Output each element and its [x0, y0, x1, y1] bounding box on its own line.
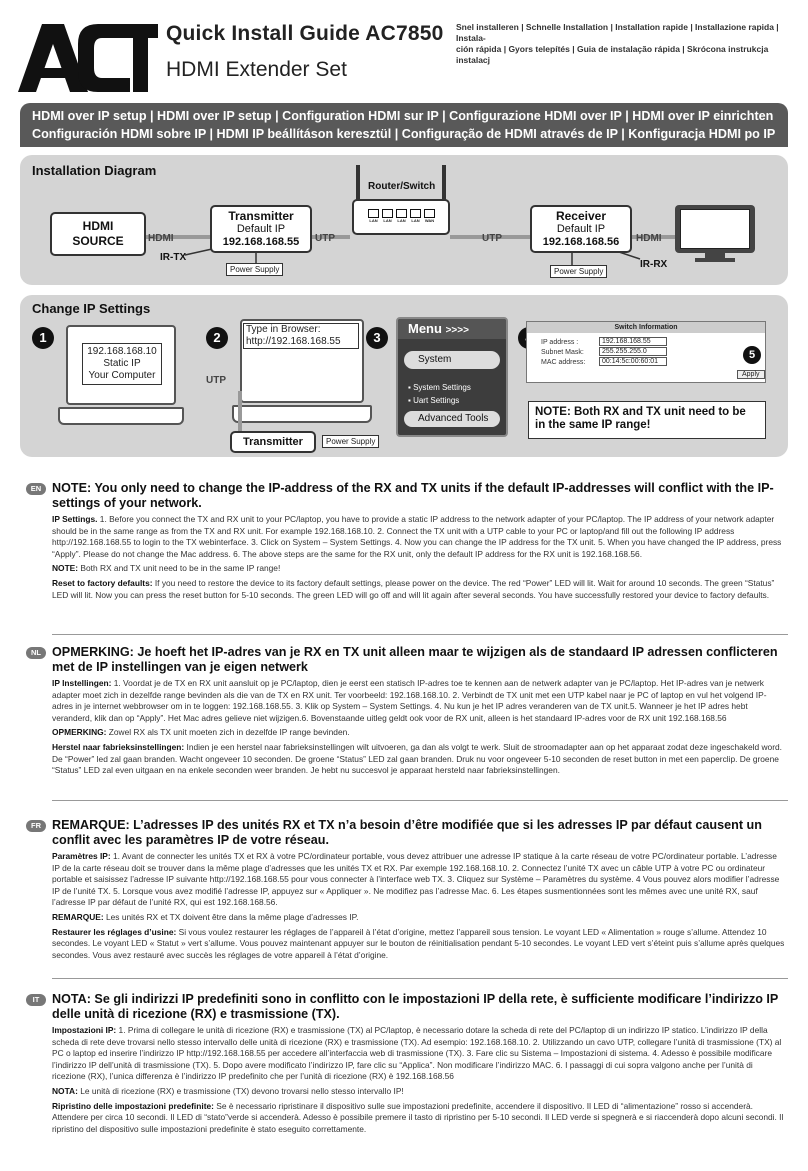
paragraph-text: Si vous voulez restaurer les réglages de l’appareil à l’état d’origine, mettez l’appareil sous tension. Le voyant LED « Alimentation » rouge s’allume. Attendez 10 secondes. Le voyant LED « Statut » vert s’allume. Vous pouvez maintenant appuyer sur le bouton de réinitialisation pendant 5-10 secondes. Le voyant LED vert s’éteint puis s’allume après quelques secondes. Vous avez restauré avec succès les réglages de votre appareil à l’état d’origine.: [52, 926, 785, 960]
act-logo: [18, 22, 158, 92]
same-ip-range-note: NOTE: Both RX and TX unit need to be in the same IP range!: [528, 401, 766, 439]
header: [0, 0, 808, 100]
utp-cable-label: UTP: [482, 233, 502, 244]
menu-item[interactable]: ▪ System Settings: [408, 383, 471, 392]
section-paragraph: [52, 727, 786, 739]
mac-address-field[interactable]: 00:14:5c:00:60:01: [599, 357, 667, 366]
section-en: [26, 481, 786, 601]
router-switch: [352, 165, 450, 235]
paragraph-text: 1. Voordat je de TX en RX unit aansluit op je PC/laptop, dien je eerst een statisch IP-adres toe te kennen aan de netwerk adapter van je PC/laptop. Het IP-adres van je netwerk adapter moet zich in dezelfde range bevinden als die van de TX en RX unit. Ter voorbeeld: 192.168.168.10. 2. Verbindt de TX unit met een UTP kabel naar je PC of laptop en vul het volgend IP-adres in je internet webbrowser om in te loggen: 192.168.168.55. 3. Klik op System – System Settings. 4. Nu kun je het IP adres veranderen van de TX unit.5. Wanneer je het IP adres hebt veranderd, klik dan op “Apply”. Het Mac adres gelieve niet wijzigen.6. Bovenstaande uitleg geldt ook voor de RX unit, alleen is het standaard IP-adres voor de RX unit 192.168.168.56: [52, 678, 767, 723]
utp-cable-label: UTP: [315, 233, 335, 244]
mask-label: Subnet Mask:: [541, 349, 584, 356]
banner-line: HDMI over IP setup | HDMI over IP setup | Configuration HDMI sur IP | Configurazione HDMI over IP | HDMI over IP einrichten: [32, 109, 774, 123]
paragraph-text: 1. Avant de connecter les unités TX et RX à votre PC/ordinateur portable, vous devez attribuer une adresse IP statique à la carte réseau de votre PC/ordinateur portable. L’adresse IP de la carte réseau doit se trouver dans la même plage d’adresses que les unités TX et RX. Par exemple 192.168.168.10. 2. Connectez l’unité TX avec un câble UTP à votre PC ou ordinateur portable et saisissez l’adresse IP suivante http://192.168.168.55 pour vous connecter à l’interface web TX. 3. Cliquez sur Système – Paramètres du système. 4 Vous pouvez alors modifier l’adresse IP de l’unité TX. 5. Lorsque vous avez modifié l’adresse IP, appuyez sur « Appliquer ». Ne modifiez pas l’adresse Mac. 6. Les étapes susmentionnées sont les mêmes avec une unité RX, sauf l’adresse IP par défaut de l’unité RX, qui est 192.168.168.56.: [52, 851, 780, 908]
port-label: LAN: [369, 218, 378, 223]
section-paragraph: [52, 742, 786, 777]
lang-badge: NL: [26, 647, 46, 659]
utp-label: UTP: [206, 375, 226, 386]
section-heading: OPMERKING: Je hoeft het IP-adres van je RX en TX unit alleen maar te wijzigen als de standaard IP adressen conflicteren met de IP instellingen van je eigen netwerk: [52, 645, 778, 674]
menu-item-label: Uart Settings: [413, 396, 460, 405]
paragraph-text: 1. Prima di collegare le unità di ricezione (RX) e trasmissione (TX) al PC/laptop, è necessario dotare la scheda di rete del PC/laptop di un indirizzo IP statico. L’indirizzo IP della scheda di rete deve trovarsi nello stesso intervallo delle unità di ricezione (RX) e trasmissione (TX). Ad esempio: 192.168.168.10. 2. Utilizzando un cavo UTP, collegare l’unità di trasmissione (TX) al PC o laptop ed inserire l’indirizzo IP http://192.168.168.55 per accedere all’interfaccia web di trasmissione (TX). 3. Fare clic su Sistema – Impostazioni di sistema. 4. Adesso è possibile modificare l’indirizzo IP dell’unità di trasmissione (TX). 5. Dopo avere modificato l’indirizzo IP, fare clic su “Applica”. Non modificare l’indirizzo MAC. 6. I passaggi di cui sopra valgono anche per l’unità di ricezione (RX), l’unica differenza è l’indirizzo IP predefinito che per l’unità di ricezione (RX) è 192.168.168.56: [52, 1025, 782, 1082]
router-port: [368, 209, 379, 223]
paragraph-lead: REMARQUE:: [52, 911, 104, 922]
section-fr: [26, 818, 786, 961]
section-divider: [52, 978, 788, 979]
apply-button[interactable]: Apply: [737, 370, 765, 379]
router-ports: [368, 209, 435, 223]
menu-title: Menu: [408, 321, 442, 336]
section-paragraph: [52, 514, 786, 560]
paragraph-lead: Impostazioni IP:: [52, 1025, 117, 1035]
static-ip-label: Static IP: [103, 358, 141, 369]
section-paragraph: [52, 1086, 786, 1098]
paragraph-text: Les unités RX et TX doivent être dans la même plage d’adresses IP.: [103, 911, 359, 922]
transmitter-box: [210, 205, 312, 253]
paragraph-lead: Reset to factory defaults:: [52, 577, 153, 588]
laptop-icon: [66, 325, 176, 425]
port-label: LAN: [411, 218, 420, 223]
lang-badge: FR: [26, 820, 46, 832]
source-label: HDMI: [82, 219, 114, 233]
mac-label: MAC address:: [541, 359, 586, 366]
lang-badge: EN: [26, 483, 46, 495]
paragraph-lead: NOTA:: [52, 1085, 78, 1096]
hdmi-cable-label: HDMI: [636, 233, 662, 244]
paragraph-lead: IP Instellingen:: [52, 678, 112, 688]
port-label: WAN: [424, 218, 435, 223]
paragraph-text: Le unità di ricezione (RX) e trasmissione (TX) devono trovarsi nello stesso intervallo IP!: [77, 1085, 404, 1096]
utp-cable: [196, 387, 256, 437]
port-label: LAN: [383, 218, 392, 223]
paragraph-lead: IP Settings.: [52, 514, 98, 524]
transmitter-box: Transmitter: [230, 431, 316, 453]
router-label: Router/Switch: [368, 181, 436, 192]
source-label: SOURCE: [72, 234, 124, 248]
section-heading: REMARQUE: L’adresses IP des unités RX et TX n’a besoin d’être modifiée que si les adresses IP par défaut causent un conflit avec les paramètres IP de votre réseau.: [52, 818, 762, 847]
languages-line: ción rápida | Gyors telepítés | Guia de instalação rápida | Skrócona instrukcja instalacj: [456, 44, 769, 65]
router-port: [382, 209, 393, 223]
step-number: 2: [206, 327, 228, 349]
menu-item-label: System Settings: [413, 383, 471, 392]
receiver-box: [530, 205, 632, 253]
change-ip-title: Change IP Settings: [32, 301, 151, 316]
paragraph-lead: Paramètres IP:: [52, 851, 111, 861]
menu-advanced-button[interactable]: Advanced Tools: [404, 411, 500, 427]
browser-instruction: Type in Browser:: [246, 324, 321, 335]
setup-banner: [20, 103, 788, 147]
paragraph-text: Zowel RX als TX unit moeten zich in dezelfde IP range bevinden.: [106, 727, 350, 738]
receiver-label: Receiver: [555, 209, 607, 223]
switch-info-labels: [541, 338, 585, 368]
web-menu: [396, 317, 508, 437]
banner-line: Configuración HDMI sobre IP | HDMI IP beállításon keresztül | Configuração de HDMI através de IP | Konfiguracja HDMI po IP: [32, 127, 776, 141]
router-port: [410, 209, 421, 223]
switch-info-window: [526, 321, 766, 383]
receiver-ip: 192.168.168.56: [542, 236, 620, 248]
browser-url: http://192.168.168.55: [246, 336, 341, 347]
paragraph-text: If you need to restore the device to its factory default settings, please power on the device. The red “Power” LED will lit. Wait for around 10 seconds. The green “Status” LED will lit. Now you can press the reset button for 5-10 seconds. The green LED will go off and will lit again after several seconds. You have successfully restored your device to factory defaults.: [52, 577, 775, 600]
menu-item[interactable]: ▪ Uart Settings: [408, 396, 460, 405]
paragraph-lead: Restaurer les réglages d’usine:: [52, 926, 177, 937]
section-heading: NOTA: Se gli indirizzi IP predefiniti sono in conflitto con le impostazioni IP della rete, è sufficiente modificare l’indirizzo IP delle unità di ricezione (RX) e trasmissione (TX).: [52, 992, 779, 1021]
router-port: [424, 209, 435, 223]
section-divider: [52, 634, 788, 635]
paragraph-text: Se è necessario ripristinare il dispositivo sulle sue impostazioni predefinite, accendere il dispositivo. Il LED di “alimentazione” rosso si accenderà. Attendere per circa 10 secondi. Il LED di “stato”verde si accenderà. Adesso è possibile premere il tasto di ripristino per 5-10 secondi. Il LED verde si spegnerà e si riaccenderà dopo alcuni secondi. Il ripristino del dispositivo sulle impostazioni predefinite è stato eseguito correttamente.: [52, 1100, 784, 1134]
step-number: 1: [32, 327, 54, 349]
ir-tx-label: IR-TX: [160, 252, 187, 263]
transmitter-ip: 192.168.168.55: [222, 236, 300, 248]
section-divider: [52, 800, 788, 801]
chevrons-icon: >>>>: [445, 325, 469, 336]
paragraph-lead: Herstel naar fabrieksinstellingen:: [52, 741, 185, 752]
step-number: 5: [743, 346, 761, 364]
section-paragraph: [52, 563, 786, 575]
static-ip-value: 192.168.168.10: [87, 346, 157, 357]
step-number: 3: [366, 327, 388, 349]
section-nl: [26, 645, 786, 777]
switch-info-values: [599, 337, 667, 366]
hdmi-source-box: [50, 212, 146, 256]
subnet-mask-field[interactable]: 255.255.255.0: [599, 347, 667, 356]
installation-diagram: [20, 155, 788, 285]
section-paragraph: [52, 678, 786, 724]
power-supply-label: Power Supply: [550, 265, 607, 278]
ip-address-field[interactable]: 192.168.168.55: [599, 337, 667, 346]
paragraph-text: Both RX and TX unit need to be in the same IP range!: [78, 563, 281, 574]
port-label: LAN: [397, 218, 406, 223]
languages-line: Snel installeren | Schnelle Installation | Installation rapide | Installazione rapida | Instala-: [456, 22, 779, 43]
section-paragraph: [52, 1101, 786, 1136]
section-paragraph: [52, 927, 786, 962]
menu-system-button[interactable]: System: [404, 351, 500, 369]
tv-icon: [675, 205, 755, 263]
section-paragraph: [52, 1025, 786, 1083]
browser-address-bar: [243, 323, 359, 349]
power-supply-label: Power Supply: [322, 435, 379, 448]
menu-header: [398, 319, 506, 339]
transmitter-label: Transmitter: [228, 209, 294, 223]
guide-title: Quick Install Guide AC7850: [166, 22, 444, 45]
laptop-screen: [82, 343, 162, 385]
computer-label: Your Computer: [88, 370, 156, 381]
paragraph-text: 1. Before you connect the TX and RX unit to your PC/laptop, you have to provide a static IP address to the network adapter of your PC/laptop. The IP address of your network adapter should be in the same range as from the TX and RX unit. For example 192.168.168.10. 2. Connect the TX unit with a UTP cable to your PC or laptop/and fill out the following IP address http://192.168.168.55 to login to the TX webinterface. 3. Click on System – System Settings. 4. Now you can change the IP address for the TX unit. 5. When you have changed the IP address, press “Apply”. Please do not change the Mac address. 6. The above steps are the same for the RX unit, only the default IP address for the RX unit is 192.168.168.56.: [52, 514, 782, 559]
laptop-icon: [240, 319, 364, 423]
router-body: [352, 199, 450, 235]
hdmi-cable-label: HDMI: [148, 233, 174, 244]
languages-list: [456, 22, 801, 66]
power-supply-label: Power Supply: [226, 263, 283, 276]
ip-label: IP address :: [541, 339, 579, 346]
section-paragraph: [52, 851, 786, 909]
default-ip-label: Default IP: [556, 223, 606, 235]
section-paragraph: [52, 578, 786, 601]
section-heading: NOTE: You only need to change the IP-address of the RX and TX units if the default IP-addresses will conflict with the IP-settings of your network.: [52, 481, 774, 510]
section-it: [26, 992, 786, 1135]
lang-badge: IT: [26, 994, 46, 1006]
default-ip-label: Default IP: [236, 223, 286, 235]
section-paragraph: [52, 912, 786, 924]
paragraph-lead: Ripristino delle impostazioni predefinite:: [52, 1100, 214, 1111]
guide-subtitle: HDMI Extender Set: [166, 58, 347, 81]
ir-rx-label: IR-RX: [640, 259, 668, 270]
paragraph-text: Indien je een herstel naar fabrieksinstellingen wilt uitvoeren, ga dan als volgt te werk. Sluit de stroomadapter aan op het apparaat zodat deze ingeschakeld word. De “Power” led zal gaan branden. Wacht ongeveer 10 seconden. De groene “Status” LED zal gaan branden. Druk nu voor ongeveer 5-10 seconden de reset button in met een paperclip. De groene “Status” LED zal even uitgaan en na enkele seconden weer branden. Je hebt nu succesvol je apparaat hersteld naar fabrieksinstellingen.: [52, 741, 782, 776]
switch-info-title: Switch Information: [527, 322, 765, 333]
change-ip-panel: [20, 295, 788, 457]
paragraph-lead: OPMERKING:: [52, 727, 107, 738]
paragraph-lead: NOTE:: [52, 563, 79, 574]
diagram-title: Installation Diagram: [32, 163, 157, 178]
router-port: [396, 209, 407, 223]
